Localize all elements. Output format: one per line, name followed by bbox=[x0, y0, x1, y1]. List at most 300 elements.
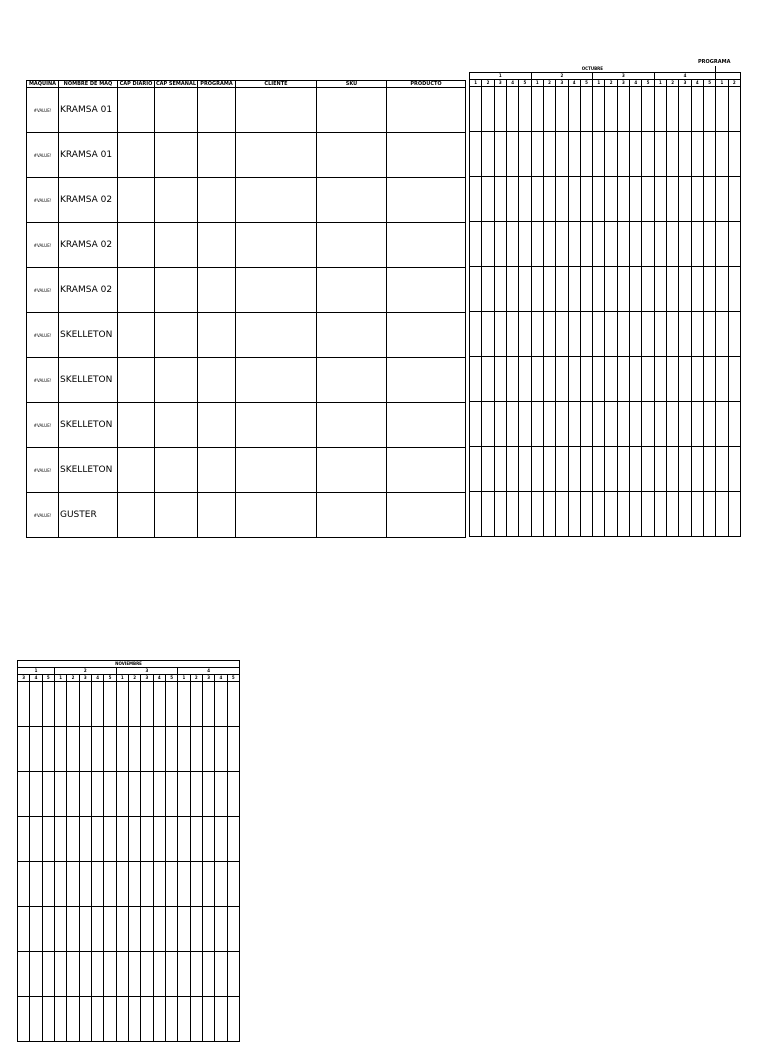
day-header: 2 bbox=[728, 80, 740, 87]
day-header: 4 bbox=[506, 80, 518, 87]
day-header: 1 bbox=[716, 80, 728, 87]
empty-cell bbox=[227, 952, 239, 997]
empty-cell bbox=[141, 817, 153, 862]
empty-cell bbox=[118, 403, 155, 448]
empty-cell bbox=[198, 178, 236, 223]
empty-cell bbox=[202, 772, 214, 817]
empty-cell bbox=[91, 997, 103, 1042]
empty-cell bbox=[593, 447, 605, 492]
maquina-cell: #VALUE! bbox=[27, 133, 59, 178]
maquina-cell: #VALUE! bbox=[27, 493, 59, 538]
empty-cell bbox=[691, 447, 703, 492]
empty-cell bbox=[642, 492, 654, 537]
empty-cell bbox=[494, 492, 506, 537]
empty-cell bbox=[54, 862, 66, 907]
table-row bbox=[18, 772, 240, 817]
machine-name-cell: KRAMSA 02 bbox=[59, 178, 118, 223]
empty-cell bbox=[703, 447, 715, 492]
empty-cell bbox=[531, 267, 543, 312]
empty-cell bbox=[236, 88, 317, 133]
empty-cell bbox=[236, 358, 317, 403]
empty-cell bbox=[556, 492, 568, 537]
empty-cell bbox=[667, 222, 679, 267]
table-row bbox=[18, 682, 240, 727]
empty-cell bbox=[317, 493, 387, 538]
empty-cell bbox=[642, 312, 654, 357]
empty-cell bbox=[568, 312, 580, 357]
empty-cell bbox=[116, 727, 128, 772]
empty-cell bbox=[605, 312, 617, 357]
empty-cell bbox=[556, 357, 568, 402]
empty-cell bbox=[317, 358, 387, 403]
empty-cell bbox=[617, 402, 629, 447]
empty-cell bbox=[202, 727, 214, 772]
table-row bbox=[18, 862, 240, 907]
column-header: CAP DIARIO bbox=[118, 81, 155, 88]
empty-cell bbox=[198, 358, 236, 403]
empty-cell bbox=[470, 357, 482, 402]
empty-cell bbox=[716, 402, 728, 447]
empty-cell bbox=[691, 177, 703, 222]
empty-cell bbox=[605, 132, 617, 177]
empty-cell bbox=[387, 493, 466, 538]
empty-cell bbox=[568, 267, 580, 312]
empty-cell bbox=[236, 313, 317, 358]
empty-cell bbox=[67, 952, 79, 997]
empty-cell bbox=[470, 87, 482, 132]
empty-cell bbox=[30, 682, 42, 727]
empty-cell bbox=[605, 402, 617, 447]
day-header: 5 bbox=[642, 80, 654, 87]
empty-cell bbox=[691, 492, 703, 537]
empty-cell bbox=[215, 772, 227, 817]
empty-cell bbox=[202, 817, 214, 862]
empty-cell bbox=[519, 447, 531, 492]
empty-cell bbox=[104, 907, 116, 952]
empty-cell bbox=[716, 357, 728, 402]
empty-cell bbox=[543, 132, 555, 177]
empty-cell bbox=[215, 862, 227, 907]
empty-cell bbox=[198, 448, 236, 493]
empty-cell bbox=[153, 772, 165, 817]
empty-cell bbox=[118, 358, 155, 403]
empty-cell bbox=[118, 493, 155, 538]
empty-cell bbox=[605, 357, 617, 402]
empty-cell bbox=[18, 772, 30, 817]
empty-cell bbox=[716, 222, 728, 267]
empty-cell bbox=[716, 87, 728, 132]
empty-cell bbox=[91, 772, 103, 817]
empty-cell bbox=[543, 447, 555, 492]
day-header: 5 bbox=[227, 675, 239, 682]
empty-cell bbox=[593, 222, 605, 267]
table-row bbox=[27, 268, 466, 313]
empty-cell bbox=[215, 817, 227, 862]
empty-cell bbox=[654, 402, 666, 447]
empty-cell bbox=[667, 402, 679, 447]
day-header: 5 bbox=[165, 675, 177, 682]
empty-cell bbox=[67, 682, 79, 727]
noviembre-schedule-grid bbox=[17, 660, 240, 1042]
empty-cell bbox=[543, 492, 555, 537]
empty-cell bbox=[593, 492, 605, 537]
empty-cell bbox=[198, 313, 236, 358]
machine-name-cell: KRAMSA 02 bbox=[59, 268, 118, 313]
empty-cell bbox=[556, 132, 568, 177]
empty-cell bbox=[387, 133, 466, 178]
empty-cell bbox=[568, 402, 580, 447]
machine-name-cell: SKELLETON bbox=[59, 313, 118, 358]
empty-cell bbox=[506, 87, 518, 132]
maquina-cell: #VALUE! bbox=[27, 313, 59, 358]
empty-cell bbox=[519, 492, 531, 537]
column-header: MAQUINA bbox=[27, 81, 59, 88]
empty-cell bbox=[42, 727, 54, 772]
empty-cell bbox=[482, 222, 494, 267]
day-header: 4 bbox=[568, 80, 580, 87]
week-header: 1 bbox=[470, 73, 532, 80]
empty-cell bbox=[387, 178, 466, 223]
empty-cell bbox=[91, 862, 103, 907]
empty-cell bbox=[568, 447, 580, 492]
empty-cell bbox=[215, 907, 227, 952]
empty-cell bbox=[691, 222, 703, 267]
empty-cell bbox=[630, 357, 642, 402]
empty-cell bbox=[470, 222, 482, 267]
empty-cell bbox=[728, 87, 740, 132]
empty-cell bbox=[178, 772, 190, 817]
empty-cell bbox=[18, 862, 30, 907]
table-row bbox=[470, 87, 741, 132]
empty-cell bbox=[190, 862, 202, 907]
maquina-cell: #VALUE! bbox=[27, 88, 59, 133]
empty-cell bbox=[155, 448, 198, 493]
empty-cell bbox=[580, 492, 592, 537]
empty-cell bbox=[317, 223, 387, 268]
empty-cell bbox=[190, 952, 202, 997]
empty-cell bbox=[165, 862, 177, 907]
empty-cell bbox=[18, 907, 30, 952]
empty-cell bbox=[79, 727, 91, 772]
empty-cell bbox=[165, 817, 177, 862]
empty-cell bbox=[531, 222, 543, 267]
empty-cell bbox=[30, 817, 42, 862]
empty-cell bbox=[580, 132, 592, 177]
empty-cell bbox=[470, 402, 482, 447]
empty-cell bbox=[679, 402, 691, 447]
machine-name-cell: SKELLETON bbox=[59, 358, 118, 403]
empty-cell bbox=[18, 997, 30, 1042]
empty-cell bbox=[716, 447, 728, 492]
empty-cell bbox=[190, 817, 202, 862]
empty-cell bbox=[703, 222, 715, 267]
empty-cell bbox=[519, 357, 531, 402]
empty-cell bbox=[494, 222, 506, 267]
empty-cell bbox=[543, 267, 555, 312]
empty-cell bbox=[667, 267, 679, 312]
empty-cell bbox=[556, 87, 568, 132]
empty-cell bbox=[703, 492, 715, 537]
empty-cell bbox=[728, 267, 740, 312]
day-header: 2 bbox=[128, 675, 140, 682]
machine-table bbox=[26, 80, 466, 538]
empty-cell bbox=[30, 997, 42, 1042]
day-header: 4 bbox=[215, 675, 227, 682]
empty-cell bbox=[42, 682, 54, 727]
empty-cell bbox=[79, 682, 91, 727]
empty-cell bbox=[543, 312, 555, 357]
empty-cell bbox=[605, 177, 617, 222]
empty-cell bbox=[543, 222, 555, 267]
empty-cell bbox=[494, 402, 506, 447]
empty-cell bbox=[155, 268, 198, 313]
day-header: 5 bbox=[42, 675, 54, 682]
empty-cell bbox=[155, 403, 198, 448]
empty-cell bbox=[580, 402, 592, 447]
empty-cell bbox=[116, 997, 128, 1042]
empty-cell bbox=[317, 403, 387, 448]
empty-cell bbox=[128, 727, 140, 772]
octubre-schedule-grid bbox=[469, 66, 741, 537]
empty-cell bbox=[605, 492, 617, 537]
empty-cell bbox=[716, 267, 728, 312]
empty-cell bbox=[605, 447, 617, 492]
empty-cell bbox=[482, 492, 494, 537]
empty-cell bbox=[128, 907, 140, 952]
empty-cell bbox=[593, 132, 605, 177]
empty-cell bbox=[42, 772, 54, 817]
empty-cell bbox=[605, 87, 617, 132]
empty-cell bbox=[531, 87, 543, 132]
empty-cell bbox=[679, 87, 691, 132]
table-row bbox=[470, 132, 741, 177]
empty-cell bbox=[556, 402, 568, 447]
empty-cell bbox=[236, 268, 317, 313]
empty-cell bbox=[703, 312, 715, 357]
empty-cell bbox=[165, 997, 177, 1042]
day-header: 3 bbox=[79, 675, 91, 682]
empty-cell bbox=[494, 177, 506, 222]
empty-cell bbox=[617, 357, 629, 402]
day-header: 3 bbox=[18, 675, 30, 682]
empty-cell bbox=[190, 727, 202, 772]
empty-cell bbox=[198, 223, 236, 268]
empty-cell bbox=[531, 402, 543, 447]
empty-cell bbox=[118, 313, 155, 358]
empty-cell bbox=[236, 178, 317, 223]
week-header: 2 bbox=[531, 73, 593, 80]
week-header: 4 bbox=[654, 73, 716, 80]
empty-cell bbox=[494, 357, 506, 402]
empty-cell bbox=[617, 222, 629, 267]
empty-cell bbox=[116, 682, 128, 727]
empty-cell bbox=[54, 772, 66, 817]
empty-cell bbox=[202, 862, 214, 907]
table-row bbox=[470, 267, 741, 312]
empty-cell bbox=[317, 268, 387, 313]
empty-cell bbox=[227, 727, 239, 772]
week-header: 3 bbox=[116, 668, 178, 675]
empty-cell bbox=[165, 772, 177, 817]
empty-cell bbox=[568, 492, 580, 537]
empty-cell bbox=[482, 132, 494, 177]
empty-cell bbox=[716, 177, 728, 222]
empty-cell bbox=[18, 727, 30, 772]
empty-cell bbox=[178, 997, 190, 1042]
table-row bbox=[470, 177, 741, 222]
empty-cell bbox=[18, 817, 30, 862]
empty-cell bbox=[543, 177, 555, 222]
empty-cell bbox=[642, 132, 654, 177]
day-header: 5 bbox=[703, 80, 715, 87]
empty-cell bbox=[387, 358, 466, 403]
day-header: 4 bbox=[30, 675, 42, 682]
empty-cell bbox=[227, 862, 239, 907]
empty-cell bbox=[470, 267, 482, 312]
day-header: 3 bbox=[141, 675, 153, 682]
empty-cell bbox=[556, 222, 568, 267]
empty-cell bbox=[494, 87, 506, 132]
empty-cell bbox=[153, 997, 165, 1042]
empty-cell bbox=[54, 817, 66, 862]
empty-cell bbox=[506, 447, 518, 492]
table-row bbox=[470, 312, 741, 357]
empty-cell bbox=[580, 312, 592, 357]
empty-cell bbox=[506, 177, 518, 222]
empty-cell bbox=[605, 222, 617, 267]
empty-cell bbox=[387, 448, 466, 493]
empty-cell bbox=[104, 817, 116, 862]
empty-cell bbox=[482, 177, 494, 222]
day-header: 5 bbox=[580, 80, 592, 87]
empty-cell bbox=[198, 403, 236, 448]
empty-cell bbox=[580, 177, 592, 222]
day-header: 5 bbox=[104, 675, 116, 682]
day-header: 3 bbox=[202, 675, 214, 682]
empty-cell bbox=[198, 88, 236, 133]
empty-cell bbox=[18, 682, 30, 727]
empty-cell bbox=[482, 447, 494, 492]
empty-cell bbox=[728, 402, 740, 447]
empty-cell bbox=[153, 862, 165, 907]
empty-cell bbox=[67, 772, 79, 817]
empty-cell bbox=[482, 312, 494, 357]
empty-cell bbox=[104, 862, 116, 907]
empty-cell bbox=[190, 997, 202, 1042]
empty-cell bbox=[118, 178, 155, 223]
empty-cell bbox=[155, 88, 198, 133]
empty-cell bbox=[42, 952, 54, 997]
empty-cell bbox=[42, 907, 54, 952]
day-header: 3 bbox=[556, 80, 568, 87]
empty-cell bbox=[104, 682, 116, 727]
empty-cell bbox=[227, 682, 239, 727]
machine-name-cell: SKELLETON bbox=[59, 448, 118, 493]
empty-cell bbox=[593, 357, 605, 402]
maquina-cell: #VALUE! bbox=[27, 358, 59, 403]
empty-cell bbox=[141, 907, 153, 952]
empty-cell bbox=[190, 907, 202, 952]
day-header: 4 bbox=[91, 675, 103, 682]
day-header: 1 bbox=[178, 675, 190, 682]
empty-cell bbox=[728, 222, 740, 267]
empty-cell bbox=[667, 492, 679, 537]
empty-cell bbox=[42, 862, 54, 907]
empty-cell bbox=[580, 222, 592, 267]
empty-cell bbox=[630, 447, 642, 492]
empty-cell bbox=[153, 907, 165, 952]
empty-cell bbox=[67, 727, 79, 772]
empty-cell bbox=[494, 132, 506, 177]
empty-cell bbox=[630, 177, 642, 222]
empty-cell bbox=[178, 862, 190, 907]
empty-cell bbox=[236, 223, 317, 268]
table-row bbox=[470, 492, 741, 537]
empty-cell bbox=[190, 682, 202, 727]
machine-name-cell: KRAMSA 01 bbox=[59, 88, 118, 133]
table-row bbox=[27, 88, 466, 133]
empty-cell bbox=[141, 727, 153, 772]
empty-cell bbox=[387, 313, 466, 358]
empty-cell bbox=[679, 492, 691, 537]
empty-cell bbox=[667, 87, 679, 132]
machine-name-cell: SKELLETON bbox=[59, 403, 118, 448]
empty-cell bbox=[91, 952, 103, 997]
empty-cell bbox=[654, 222, 666, 267]
empty-cell bbox=[703, 357, 715, 402]
empty-cell bbox=[580, 357, 592, 402]
empty-cell bbox=[155, 178, 198, 223]
empty-cell bbox=[506, 267, 518, 312]
month-header: OCTUBRE bbox=[581, 66, 603, 71]
empty-cell bbox=[728, 447, 740, 492]
day-header: 2 bbox=[605, 80, 617, 87]
empty-cell bbox=[470, 312, 482, 357]
empty-cell bbox=[155, 493, 198, 538]
empty-cell bbox=[667, 132, 679, 177]
empty-cell bbox=[593, 177, 605, 222]
empty-cell bbox=[54, 907, 66, 952]
empty-cell bbox=[178, 952, 190, 997]
empty-cell bbox=[728, 132, 740, 177]
empty-cell bbox=[198, 493, 236, 538]
maquina-cell: #VALUE! bbox=[27, 223, 59, 268]
table-row bbox=[18, 997, 240, 1042]
table-row bbox=[27, 493, 466, 538]
empty-cell bbox=[654, 492, 666, 537]
empty-cell bbox=[531, 312, 543, 357]
empty-cell bbox=[30, 907, 42, 952]
empty-cell bbox=[691, 267, 703, 312]
maquina-cell: #VALUE! bbox=[27, 448, 59, 493]
empty-cell bbox=[165, 907, 177, 952]
empty-cell bbox=[519, 267, 531, 312]
empty-cell bbox=[679, 267, 691, 312]
empty-cell bbox=[679, 312, 691, 357]
empty-cell bbox=[654, 312, 666, 357]
empty-cell bbox=[153, 952, 165, 997]
empty-cell bbox=[519, 312, 531, 357]
empty-cell bbox=[667, 177, 679, 222]
day-header: 5 bbox=[519, 80, 531, 87]
empty-cell bbox=[54, 727, 66, 772]
column-header: CAP SEMANAL bbox=[155, 81, 197, 87]
empty-cell bbox=[470, 132, 482, 177]
empty-cell bbox=[215, 952, 227, 997]
empty-cell bbox=[227, 817, 239, 862]
empty-cell bbox=[236, 493, 317, 538]
machine-name-cell: KRAMSA 01 bbox=[59, 133, 118, 178]
